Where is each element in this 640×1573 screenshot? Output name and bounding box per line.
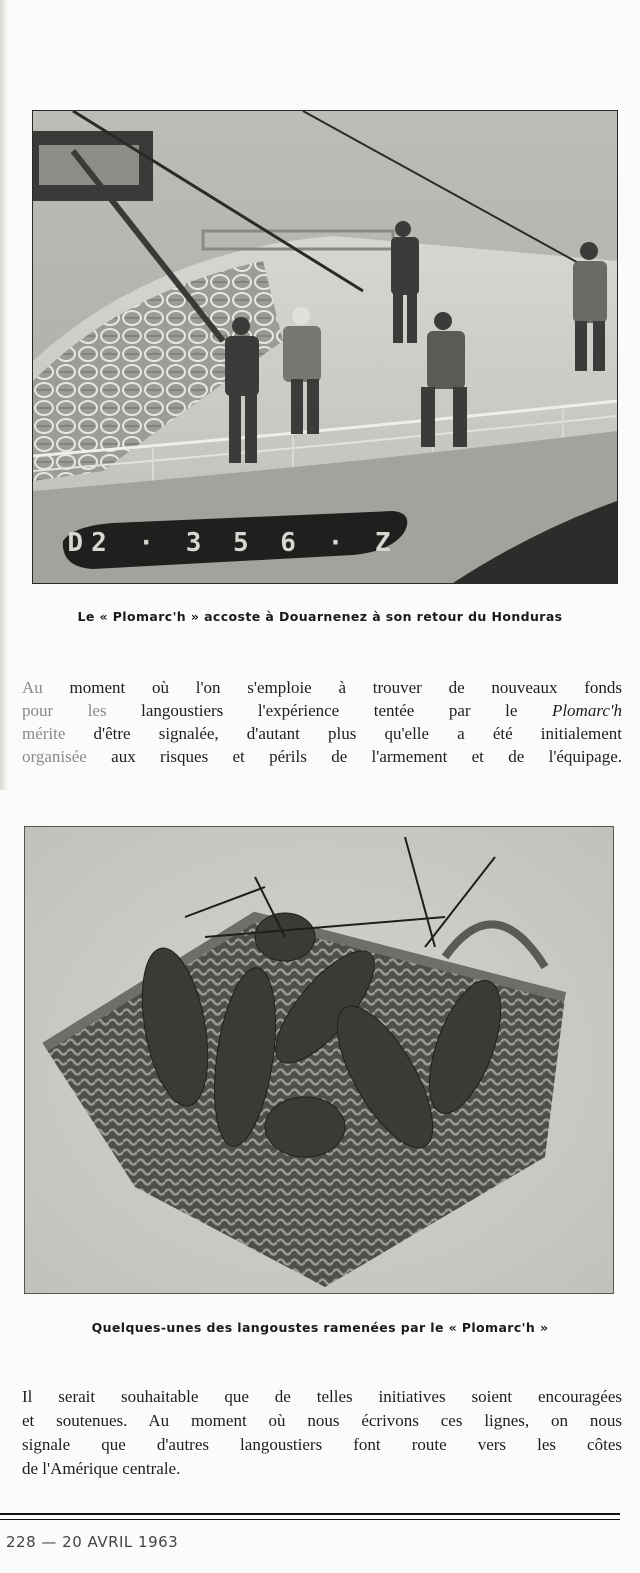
intro-line-2: pour les langoustiers l'expérience tentée par le Plomarc'h — [22, 701, 623, 720]
closing-line-3: signale que d'autres langoustiers font route vers les côtes — [22, 1435, 622, 1454]
closing-line-1: Il serait souhaitable que de telles initiatives soient encouragées — [22, 1387, 622, 1406]
hull-registration: D2 · 3 5 6 · Z — [67, 528, 399, 558]
intro-paragraph — [22, 676, 622, 768]
page-folio: 228 — 20 AVRIL 1963 — [6, 1533, 179, 1551]
boat-photo-caption: Le « Plomarc'h » accoste à Douarnenez à son retour du Honduras — [77, 609, 563, 624]
intro-line-4: organisée aux risques et périls de l'armement et de l'équipage. — [22, 747, 622, 766]
closing-line-4: de l'Amérique centrale. — [22, 1459, 181, 1478]
boat-name-italic: Plomarc'h — [551, 701, 623, 720]
boat-photo-image — [33, 111, 617, 583]
lobster-photo-caption: Quelques-unes des langoustes ramenées par le « Plomarc'h » — [91, 1320, 549, 1335]
lobster-basket-image — [25, 827, 613, 1293]
intro-line-1: Au moment où l'on s'emploie à trouver de nouveaux fonds — [22, 678, 622, 697]
page-edge-shadow — [0, 0, 8, 790]
closing-paragraph — [22, 1385, 622, 1481]
boat-photo — [32, 110, 618, 584]
lobster-basket-photo — [24, 826, 614, 1294]
intro-line-3: mérite d'être signalée, d'autant plus qu'elle a été initialement — [22, 724, 622, 743]
footer-rule-top — [0, 1513, 620, 1515]
footer-rule-bottom — [0, 1519, 620, 1520]
closing-line-2: et soutenues. Au moment où nous écrivons ces lignes, on nous — [22, 1411, 622, 1430]
